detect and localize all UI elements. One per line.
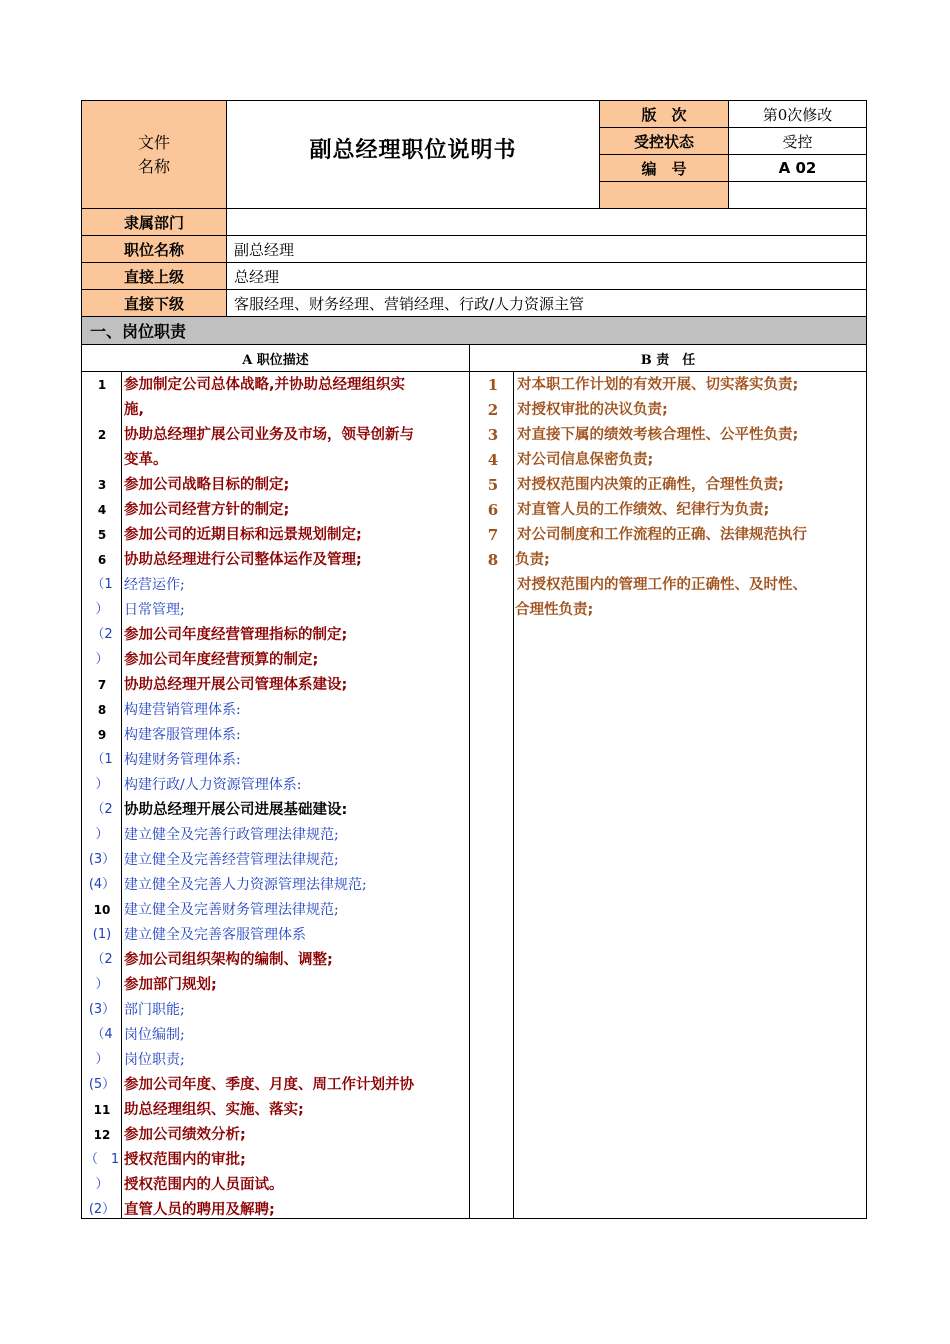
item-number: （2: [91, 802, 113, 817]
duty-line: 经营运作;: [124, 577, 185, 593]
responsibility-number: 3: [487, 426, 499, 444]
responsibility-number: 1: [487, 376, 499, 394]
responsibility-line: 负责;: [515, 552, 550, 568]
section-title: 一、岗位职责: [82, 317, 866, 344]
responsibility-number: 8: [487, 551, 499, 569]
duty-line: 岗位职责;: [124, 1052, 185, 1068]
item-number: 7: [97, 678, 107, 692]
item-number: 12: [93, 1128, 111, 1142]
responsibility-number: 2: [487, 401, 499, 419]
file-name-label-cell: [82, 101, 226, 208]
duty-line: 构建财务管理体系:: [124, 752, 241, 768]
item-number: （1: [91, 752, 113, 767]
duty-line: 建立健全及完善行政管理法律规范;: [124, 827, 339, 843]
responsibility-line: 对直接下属的绩效考核合理性、公平性负责;: [517, 427, 799, 443]
duty-line: 建立健全及完善经营管理法律规范;: [124, 852, 339, 868]
duty-line: 授权范围内的审批;: [124, 1152, 246, 1168]
duty-line: 参加制定公司总体战略,并协助总经理组织实: [124, 377, 406, 393]
item-number: （1: [91, 577, 113, 592]
control-status-value: 受控: [782, 132, 813, 151]
item-number: (1): [92, 927, 112, 942]
duty-line: 直管人员的聘用及解聘;: [124, 1202, 275, 1218]
version-label: 版 次: [600, 101, 728, 127]
responsibility-line: 对授权范围内决策的正确性，合理性负责;: [517, 477, 784, 493]
empty-label-cell: [600, 182, 728, 208]
number-value: A 02: [778, 159, 817, 177]
subordinate-value: 客服经理、财务经理、营销经理、行政/人力资源主管: [234, 294, 585, 313]
duty-line: 构建营销管理体系:: [124, 702, 241, 718]
item-number: 10: [93, 903, 111, 917]
item-number: 6: [97, 553, 107, 567]
duty-line: 协助总经理扩展公司业务及市场，领导创新与: [124, 427, 414, 443]
duty-line: 授权范围内的人员面试。: [124, 1177, 284, 1193]
superior-value: 总经理: [234, 267, 280, 286]
item-number: 4: [97, 503, 107, 517]
version-value: 第0次修改: [762, 105, 833, 124]
duty-line: 参加公司经营方针的制定;: [124, 502, 290, 518]
duty-line: 协助总经理进行公司整体运作及管理;: [124, 552, 362, 568]
item-number: ）: [95, 777, 109, 792]
responsibility-line: 合理性负责;: [515, 602, 594, 618]
duty-line: 参加公司绩效分析;: [124, 1127, 246, 1143]
item-number: ）: [95, 652, 109, 667]
dept-label: 隶属部门: [82, 209, 226, 235]
duty-line: 参加公司年度经营预算的制定;: [124, 652, 319, 668]
duty-line: 日常管理;: [124, 602, 185, 618]
responsibility-number: 7: [487, 526, 499, 544]
duty-line: 参加公司年度、季度、月度、周工作计划并协: [124, 1077, 414, 1093]
duty-line: 协助总经理开展公司进展基础建设:: [124, 802, 348, 818]
duty-line: 参加部门规划;: [124, 977, 217, 993]
item-number: 1: [97, 378, 107, 392]
duty-line: 参加公司战略目标的制定;: [124, 477, 290, 493]
item-number: ）: [95, 1052, 109, 1067]
responsibility-line: 对授权审批的决议负责;: [517, 402, 668, 418]
item-number: (2）: [88, 1202, 116, 1217]
responsibility-number: 6: [487, 501, 499, 519]
item-number: 3: [97, 478, 107, 492]
subordinate-label: 直接下级: [82, 290, 226, 316]
responsibility-number: 4: [487, 451, 499, 469]
duty-line: 协助总经理开展公司管理体系建设;: [124, 677, 348, 693]
document-title: 副总经理职位说明书: [309, 138, 517, 163]
duty-line: 参加公司的近期目标和远景规划制定;: [124, 527, 362, 543]
responsibility-line: 对直管人员的工作绩效、纪律行为负责;: [517, 502, 770, 518]
duty-line: 构建客服管理体系:: [124, 727, 241, 743]
item-number: 11: [93, 1103, 111, 1117]
duty-line: 参加公司年度经营管理指标的制定;: [124, 627, 348, 643]
number-label: 编 号: [600, 155, 728, 181]
responsibility-line: 对本职工作计划的有效开展、切实落实负责;: [517, 377, 799, 393]
control-status-label: 受控状态: [600, 128, 728, 154]
duty-line: 岗位编制;: [124, 1027, 185, 1043]
item-number: （ 1: [84, 1152, 120, 1167]
responsibility-line: 对公司制度和工作流程的正确、法律规范执行: [517, 527, 807, 543]
item-number: ）: [95, 977, 109, 992]
duty-line: 变革。: [124, 452, 168, 468]
item-number: ）: [95, 602, 109, 617]
file-name-label-line2: 名称: [137, 156, 170, 176]
item-number: (4）: [88, 877, 116, 892]
item-number: 9: [97, 728, 107, 742]
item-number: (3）: [88, 1002, 116, 1017]
dept-value: [234, 209, 864, 235]
position-value: 副总经理: [234, 240, 295, 259]
item-number: 8: [97, 703, 107, 717]
item-number: ）: [95, 827, 109, 842]
duty-line: 施,: [124, 402, 145, 418]
duty-line: 部门职能;: [124, 1002, 185, 1018]
position-label: 职位名称: [82, 236, 226, 262]
item-number: （2: [91, 627, 113, 642]
item-number: 2: [97, 428, 107, 442]
responsibility-number: 5: [487, 476, 499, 494]
responsibility-line: 对公司信息保密负责;: [517, 452, 654, 468]
duty-line: 构建行政/人力资源管理体系:: [124, 777, 302, 793]
file-name-label-line1: 文件: [137, 132, 170, 152]
item-number: （2: [91, 952, 113, 967]
item-number: ）: [95, 1177, 109, 1192]
duty-line: 建立健全及完善财务管理法律规范;: [124, 902, 339, 918]
responsibility-line: 对授权范围内的管理工作的正确性、及时性、: [517, 577, 807, 593]
duty-line: 建立健全及完善客服管理体系: [124, 927, 306, 943]
column-b-header: B 责 任: [640, 352, 696, 368]
column-a-header: A 职位描述: [242, 352, 309, 368]
item-number: (3）: [88, 852, 116, 867]
duty-line: 建立健全及完善人力资源管理法律规范;: [124, 877, 367, 893]
item-number: （4: [91, 1027, 113, 1042]
item-number: 5: [97, 528, 107, 542]
item-number: (5）: [88, 1077, 116, 1092]
duty-line: 助总经理组织、实施、落实;: [124, 1102, 304, 1118]
superior-label: 直接上级: [82, 263, 226, 289]
duty-line: 参加公司组织架构的编制、调整;: [124, 952, 333, 968]
